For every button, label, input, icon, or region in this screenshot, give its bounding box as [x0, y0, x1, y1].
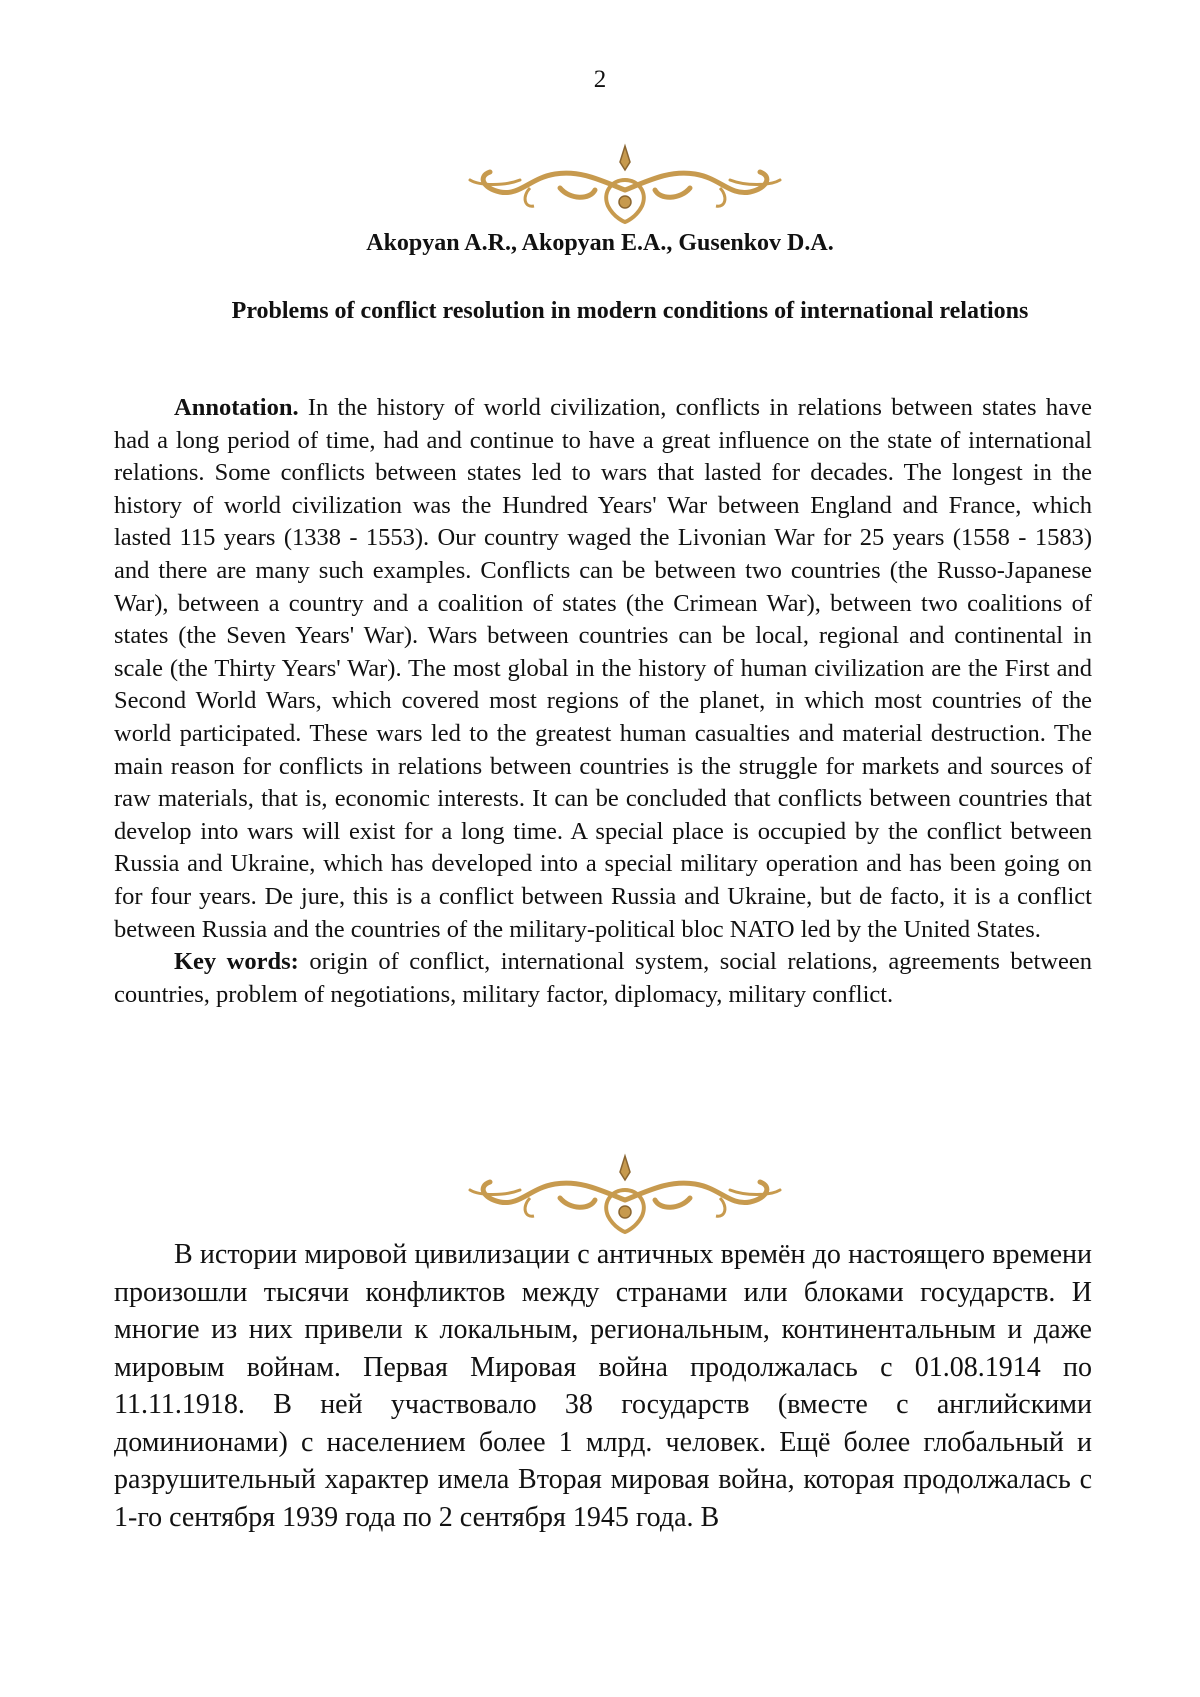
- body-paragraph: В истории мировой цивилизации с античных времён до настоящего времени произошли тысячи конфликтов между странами или блоками государств. И многие из них привели к локальным, региональным, континентальным и даже мировым войнам. Первая Мировая война продолжалась с 01.08.1914 по 11.11.1918. В ней участвовало 38 государств (вместе с английскими доминионами) с населением более 1 млрд. человек. Ещё более глобальный и разрушительный характер имела Вторая мировая война, которая продолжалась с 1-го сентября 1939 года по 2 сентября 1945 года. В: [114, 1239, 1092, 1533]
- article-title: Problems of conflict resolution in modern conditions of international relations: [231, 298, 1029, 324]
- body-text: [114, 1236, 1092, 1536]
- page-number: 2: [593, 66, 607, 93]
- article-authors: Akopyan A.R., Akopyan E.A., Gusenkov D.A.: [366, 230, 834, 256]
- keywords-paragraph: [114, 946, 1092, 1011]
- ornament-divider-icon: [460, 140, 790, 230]
- annotation-label: Annotation.: [174, 394, 299, 421]
- ornament-divider-icon: [460, 1150, 790, 1240]
- annotation-section: [114, 392, 1092, 1011]
- keywords-label: Key words:: [174, 948, 299, 976]
- annotation-text: In the history of world civilization, conflicts in relations between states have had a long period of time, had and continue to have a great influence on the state of international relations. Some conflicts between states led to wars that lasted for decades. The longest in the history of world civilization was the Hundred Years' War between England and France, which lasted 115 years (1338 - 1553). Our country waged the Livonian War for 25 years (1558 - 1583) and there are many such examples. Conflicts can be between two countries (the Russo-Japanese War), between a country and a coalition of states (the Crimean War), between two coalitions of states (the Seven Years' War). Wars between countries can be local, regional and continental in scale (the Thirty Years' War). The most global in the history of human civilization are the First and Second World Wars, which covered most regions of the planet, in which most countries of the world participated. These wars led to the greatest human casualties and material destruction. The main reason for conflicts in relations between countries is the struggle for markets and sources of raw materials, that is, economic interests. It can be concluded that conflicts between countries that develop into wars will exist for a long time. A special place is occupied by the conflict between Russia and Ukraine, which has developed into a special military operation and has been going on for four years. De jure, this is a conflict between Russia and Ukraine, but de facto, it is a conflict between Russia and the countries of the military-political bloc NATO led by the United States.: [114, 394, 1093, 943]
- annotation-paragraph: [114, 392, 1092, 946]
- keywords-text: origin of conflict, international system, social relations, agreements between countries, problem of negotiations, military factor, diplomacy, military conflict.: [114, 948, 1092, 1008]
